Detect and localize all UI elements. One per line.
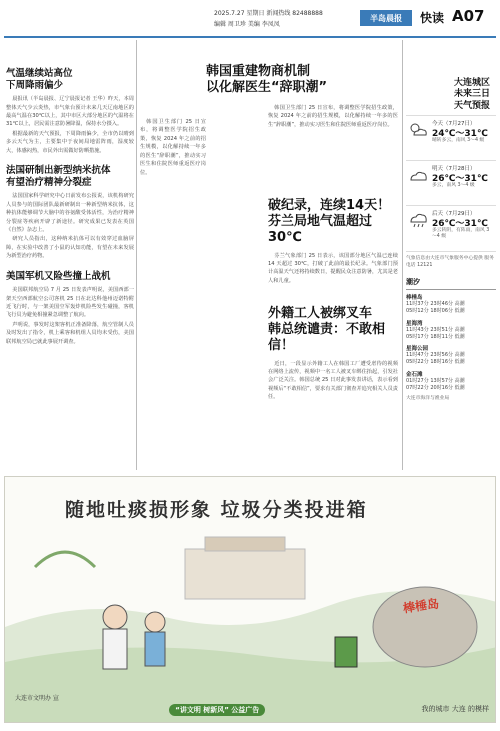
- tide-port-name: 金石滩: [406, 371, 423, 378]
- masthead-date-line: 2025.7.27 星期日 新闻热线 82488888: [214, 10, 323, 17]
- paragraph: 芬兰气象部门 25 日表示，该国部分地区气温已连续 14 天超过 30℃，打破了此前的最长纪录。气象部门预计高温天气还将持续数日，提醒民众注意防暑，尤其是老人和儿童。: [268, 252, 398, 284]
- weather-title: 大连城区 未来三日 天气预报: [453, 78, 490, 111]
- heat-section: [268, 198, 398, 286]
- public-service-poster: [4, 476, 496, 723]
- housing-body-column: [268, 104, 398, 130]
- masthead-editor-line: 编辑 周卫珍 美编 李凤凤: [214, 21, 280, 28]
- tide-line: 11时47分 23时56分 高潮: [406, 352, 465, 359]
- tide-line: 07时22分 20时16分 低潮: [406, 384, 465, 391]
- tide-footer: 大连市海洋与渔业局: [406, 396, 450, 402]
- weather-date: 明天（7月28日）: [432, 165, 476, 172]
- column-divider: [136, 40, 137, 470]
- paragraph: 韩国卫生部门 25 日宣布，将调整医学院招生政策，恢复 2024 年之前的招生规模，以化解持续一年多的医生“辞职潮”，推动实习医生和住院医师重返医疗岗位。: [268, 105, 398, 128]
- paragraph: 韩国卫生部门 25 日宣布，将调整医学院招生政策，恢复 2024 年之前的招生规模，以化解持续一年多的医生“辞职潮”，推动实习医生和住院医师重返医疗岗位。: [140, 119, 206, 176]
- weather-detail: 多云转阴，有阵雨，南风 3～4 级: [432, 227, 490, 240]
- poster-footer-right: 我的城市 大连 的模样: [421, 705, 489, 713]
- poster-campaign-badge: “讲文明 树新风” 公益广告: [169, 704, 265, 716]
- poster-slogan: 随地吐痰损形象 垃圾分类投进箱: [65, 499, 368, 521]
- tide-port: [406, 344, 496, 367]
- masthead: [4, 4, 496, 38]
- weather-day: [406, 115, 496, 157]
- dogs-article: [6, 286, 134, 346]
- tide-port: [406, 293, 496, 316]
- tide-line: 05时22分 18时16分 低潮: [406, 359, 465, 366]
- rain-headline: 气温继续站高位 下周降雨偏少: [6, 68, 73, 91]
- weather-date: 后天（7月29日）: [432, 210, 476, 217]
- dogs-headline: 美国军机又险些撞上战机: [6, 270, 111, 282]
- column-divider: [402, 40, 403, 470]
- paragraph: 近日，一段显示外籍工人在韩国工厂遭受虐待的视频在网络上流传，视频中一名工人被叉车绑住抬起，引发社会广泛关注。韩国总统 25 日对此事发表讲话，表示看到视频后“不敢相信”，要求有关部门彻查并追究相关人员责任。: [268, 360, 398, 401]
- weather-sidebar: [406, 40, 496, 401]
- housing-continued: [140, 118, 206, 177]
- cloud-icon: [408, 167, 428, 183]
- weather-footer: 气象信息由大连市气象服务中心提供 服务电话 12121: [406, 251, 496, 269]
- poster-credit: 大连市文明办 宣: [15, 695, 59, 702]
- poster-footer: [13, 704, 489, 716]
- paragraph: 根据最新的天气预报，下周降雨偏少，全市仍以晴到多云天气为主，主要集中于夜间局地雷阵雨，湿度较大，体感闷热，市民外出需做好防晒措施。: [6, 130, 134, 154]
- weather-temp: 26℃～31℃: [432, 173, 488, 184]
- left-column: [6, 40, 134, 347]
- weather-temp: 24℃～31℃: [432, 128, 488, 139]
- housing-headline: 韩国重建物商机制 以化解医生“辞职潮”: [206, 64, 328, 95]
- nanobody-article: [6, 192, 134, 260]
- weather-day: [406, 160, 496, 202]
- paragraph: 晨报讯（半岛晨报、辽宁晨报记者 王华）昨天，本周整体天气少云炎热，市气象台预计未来几天辽南地区的最高气温在30℃以上，其中市区大部分地区的气温将在31℃以上，居民需注意防暑降温，保持水分摄入。: [6, 96, 134, 128]
- stone-inscription: 棒棰岛: [402, 596, 440, 616]
- center-column: [206, 64, 406, 96]
- housing-article: [268, 104, 398, 129]
- workers-section: [268, 306, 398, 403]
- tide-port-name: 星海公园: [406, 346, 429, 353]
- workers-article: [268, 360, 398, 402]
- tide-port: [406, 370, 496, 393]
- tide-line: 11时37分 23时46分 高潮: [406, 301, 465, 308]
- tide-port-name: 棒棰岛: [406, 295, 423, 302]
- section-name: 快读: [420, 11, 445, 25]
- tide-port-name: 星海湾: [406, 320, 423, 327]
- paragraph: 研究人员指出，这种纳米抗体可以有效穿过血脑屏障，在实验中改善了小鼠的认知功能，有望在未来发展为新型治疗药物。: [6, 236, 134, 260]
- rain-article: [6, 95, 134, 155]
- tide-title: 潮汐: [406, 277, 496, 290]
- paragraph: 法国国家科学研究中心日前发布公报说，该机构研究人员参与的国际团队最新研制出一种新型纳米抗体，这种抗体能够调节大脑中的谷氨酸受体活性，为治疗精神分裂症等疾病开辟了新途径。研究成果已发表在英国《自然》杂志上。: [6, 193, 134, 233]
- tide-line: 05时17分 18时11分 低潮: [406, 333, 465, 340]
- paragraph: 美国联邦航空局 7 月 25 日发表声明说，美国西部一架天空西部航空公司客机 25 日在北达科他州迈诺特附近飞行时，与一架美国空军轰炸机险些发生碰撞，客机飞行员为避免相撞紧急调整了航向。: [6, 287, 134, 319]
- tide-line: 01时27分 13时57分 高潮: [406, 377, 465, 384]
- page-number: A07: [452, 7, 485, 25]
- nanobody-headline: 法国研制出新型纳米抗体 有望治疗精神分裂症: [6, 165, 111, 188]
- paragraph: 声明说，事发时这架客机正准备降落，航空管制人员及时发出了指令，机上乘客和机组人员均未受伤，美国联邦航空局已就此事展开调查。: [6, 321, 134, 345]
- sun-cloud-icon: [408, 122, 428, 138]
- tide-line: 11时43分 23时51分 高潮: [406, 326, 465, 333]
- rain-cloud-icon: [408, 212, 428, 228]
- heat-headline: 破纪录，连续14天！ 芬兰局地气温超过30℃: [268, 198, 391, 245]
- weather-detail: 晴转多云，南风 3～4 级: [432, 137, 485, 143]
- heat-article: [268, 252, 398, 286]
- weather-day: [406, 205, 496, 247]
- workers-headline: 外籍工人被绑叉车 韩总统谴责：不敢相信！: [268, 306, 386, 353]
- newspaper-logo: 半岛晨报: [360, 10, 412, 26]
- weather-temp: 26℃～31℃: [432, 218, 488, 229]
- tide-line: 05时12分 18时06分 低潮: [406, 308, 465, 315]
- weather-detail: 多云，南风 3～4 级: [432, 182, 475, 188]
- weather-date: 今天（7月27日）: [432, 120, 476, 127]
- second-column: [140, 118, 206, 178]
- tide-port: [406, 319, 496, 342]
